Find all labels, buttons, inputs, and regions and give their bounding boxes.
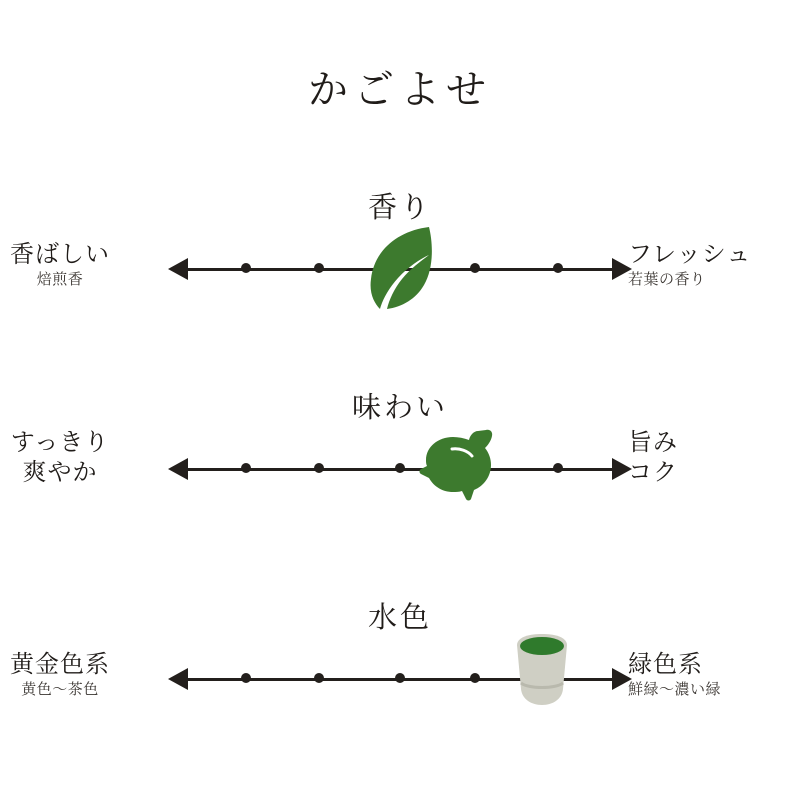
arrow-head-left-icon <box>168 668 188 690</box>
arrow-head-left-icon <box>168 458 188 480</box>
axis-left-main-aroma: 香ばしい <box>10 242 110 268</box>
tea-cup-icon <box>506 631 578 718</box>
axis-left-sub-color: 黄色〜茶色 <box>21 682 99 699</box>
arrow-head-right-icon <box>612 258 632 280</box>
axis-row-color <box>0 595 800 745</box>
arrow-head-right-icon <box>612 458 632 480</box>
axis-right-main-color: 緑色系 <box>628 652 703 678</box>
axis-right-sub-color: 鮮緑〜濃い緑 <box>628 682 722 699</box>
axis-right-main-aroma: フレッシュ <box>628 242 752 268</box>
axis-left-label-taste <box>0 429 155 490</box>
axis-heading-taste: 味わい <box>351 390 448 424</box>
axis-row-taste <box>0 385 800 535</box>
axis-right-main-taste: 旨み <box>628 430 678 456</box>
axis-left-sub-taste: 爽やか <box>22 460 98 487</box>
axis-right-label-aroma <box>628 241 800 290</box>
axis-left-main-taste: すっきり <box>10 430 110 456</box>
teapot-icon <box>418 421 504 508</box>
axis-tick <box>241 673 251 683</box>
axis-heading-aroma: 香り <box>367 190 432 224</box>
arrow-head-left-icon <box>168 258 188 280</box>
axis-tick <box>395 673 405 683</box>
axis-tick <box>241 463 251 473</box>
axis-tick <box>314 263 324 273</box>
axis-left-main-color: 黄金色系 <box>10 652 110 678</box>
axis-tick <box>553 463 563 473</box>
axis-heading-color: 水色 <box>367 600 432 634</box>
axis-left-label-color <box>0 651 155 700</box>
axis-tick <box>314 673 324 683</box>
axis-tick <box>470 673 480 683</box>
axis-tick <box>314 463 324 473</box>
axis-tick <box>470 263 480 273</box>
axis-right-label-color <box>628 651 800 700</box>
axis-right-label-taste <box>628 429 800 490</box>
axis-tick <box>395 463 405 473</box>
axis-right-sub-taste: コク <box>628 460 678 487</box>
page-title: かごよせ <box>308 67 492 113</box>
axis-tick <box>553 263 563 273</box>
axis-left-label-aroma <box>0 241 155 290</box>
axis-tick <box>241 263 251 273</box>
axis-row-aroma <box>0 185 800 335</box>
arrow-head-right-icon <box>612 668 632 690</box>
axis-left-sub-aroma: 焙煎香 <box>36 272 84 289</box>
axis-right-sub-aroma: 若葉の香り <box>628 272 706 289</box>
tea-leaf-icon <box>358 221 446 318</box>
